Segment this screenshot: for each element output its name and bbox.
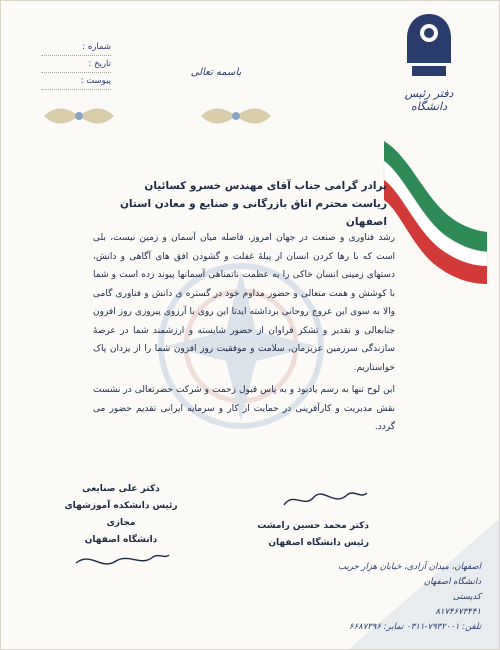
meta-number: شماره : [41,39,111,56]
invocation: باسمه تعالی [190,67,242,78]
reference-meta [41,39,111,90]
footer-postal-code: ۸۱۷۴۶۷۳۴۴۱ [435,607,481,617]
signature-right-name: دکتر محمد حسین رامشت [257,521,369,531]
footer-postal-label: کدپستی [452,592,481,602]
addressee-line-2: ریاست محترم اتاق بازرگانی و صنایع و معادن استان اصفهان [119,198,387,228]
footer-phones: تلفن: ۷۹۳۲۰۰۱-۰۳۱۱ نمابر: ۶۶۸۷۳۹۶ [349,622,481,632]
ornament-right-icon [196,101,276,131]
signature-right-scribble-icon [279,487,369,511]
footer-address [321,560,481,635]
university-logo-icon [402,11,456,81]
body-paragraph-2: این لوح تنها به رسم یادبود و به پاس قبول زحمت و شرکت حضرتعالی در نشست نقش مدیریت و کارآفرینی در حمایت از کار و سرمایه ایرانی تقدیم حضور می گردد. [93,385,395,432]
letterhead-logo-block [389,11,469,113]
signature-left-name: دکتر علی صنایعی [82,484,160,494]
footer-university: دانشگاه اصفهان [423,577,481,587]
signature-right [219,487,369,552]
addressee [87,177,387,231]
office-name: دفتر رئیس دانشگاه [404,87,454,113]
signature-left-scribble-icon [71,549,171,573]
ornament-left-icon [39,101,119,131]
body-paragraph-1: رشد فناوری و صنعت در جهان امروز، فاصله میان آسمان و زمین نیست، بلی است که با رها کردن انسان از پیلهٔ غفلت و گشودن افق های آگاهی و دانش، دستهای زمینی انسان خاکی را به عظمت ناتمناهی آسمانها پیوند زده است و شما با کوشش و همت متعالی و حضور مداوم خود در گستره ی دانش و فناوری گامی والا به سوی این عروج روحانی برداشته ایدتا این روی با آرزوی پیروزی روز افزون جنابعالی و تقدیر و تشکر فراوان از حضور شایسته و ارزشمند شما در عرصهٔ سازندگی سرزمین عزیزمان، سلامت و موفقیت روز افزون شما را از یزدان پاک خواستاریم. [93,233,395,373]
letter-body [93,229,395,441]
signature-left [51,481,191,580]
signature-left-title: رئیس دانشکده آموزشهای مجازی [64,501,178,528]
meta-date: تاریخ : [41,56,111,73]
signature-left-org: دانشگاه اصفهان [84,535,158,545]
addressee-line-1: برادر گرامی جناب آقای مهندس خسرو کسائیان [144,180,387,192]
signature-right-title: رئیس دانشگاه اصفهان [268,538,369,548]
footer-address-line: اصفهان، میدان آزادی، خیابان هزار جریب [338,562,481,572]
meta-attachment: پیوست : [41,73,111,90]
iran-flag-ribbon-icon [379,136,489,286]
